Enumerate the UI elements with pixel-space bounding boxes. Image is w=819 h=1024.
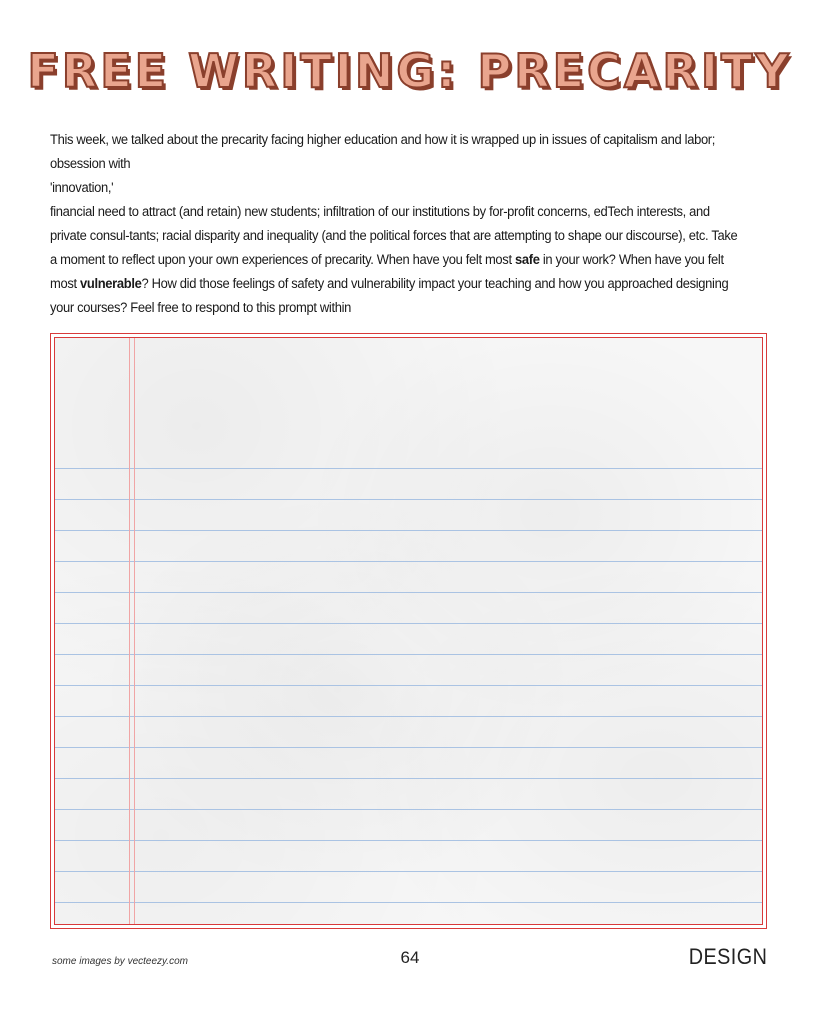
- prompt-segment: in your work? When have you felt most: [50, 252, 724, 291]
- emphasis-safe: safe: [514, 252, 540, 267]
- writing-area-frame: [50, 333, 767, 929]
- emphasis-vulnerable: vulnerable: [80, 276, 142, 291]
- page-number: 64: [400, 948, 420, 967]
- image-credit: some images by vecteezy.com: [52, 956, 188, 967]
- section-label: DESIGN: [688, 944, 767, 969]
- margin-line: [134, 338, 135, 924]
- prompt-segment: ? How did those feelings of safety and vulnerability impact your teaching and how you approached designing your courses? Feel free to respond to this prompt within: [50, 276, 729, 315]
- prompt-text: [50, 128, 743, 320]
- ruled-lines: [55, 438, 762, 924]
- prompt-line-2: 'innovation,': [50, 180, 114, 195]
- margin-line: [129, 338, 130, 924]
- prompt-paragraph: [50, 200, 743, 320]
- prompt-line-1: This week, we talked about the precarity facing higher education and how it is wrapped up in issues of capitalism and labor; obsession with: [50, 132, 716, 171]
- page-title: FREE WRITING: PRECARITY: [27, 44, 792, 98]
- prompt-segment: financial need to attract (and retain) new students; infiltration of our institutions by for-profit concerns, edTech interests, and private consul-tants; racial disparity and inequality (and the political forces that are attempting to shape our discourse), etc. Take a moment to reflect upon your own experiences of precarity. When have you felt most: [50, 204, 738, 267]
- lined-paper[interactable]: [54, 337, 763, 925]
